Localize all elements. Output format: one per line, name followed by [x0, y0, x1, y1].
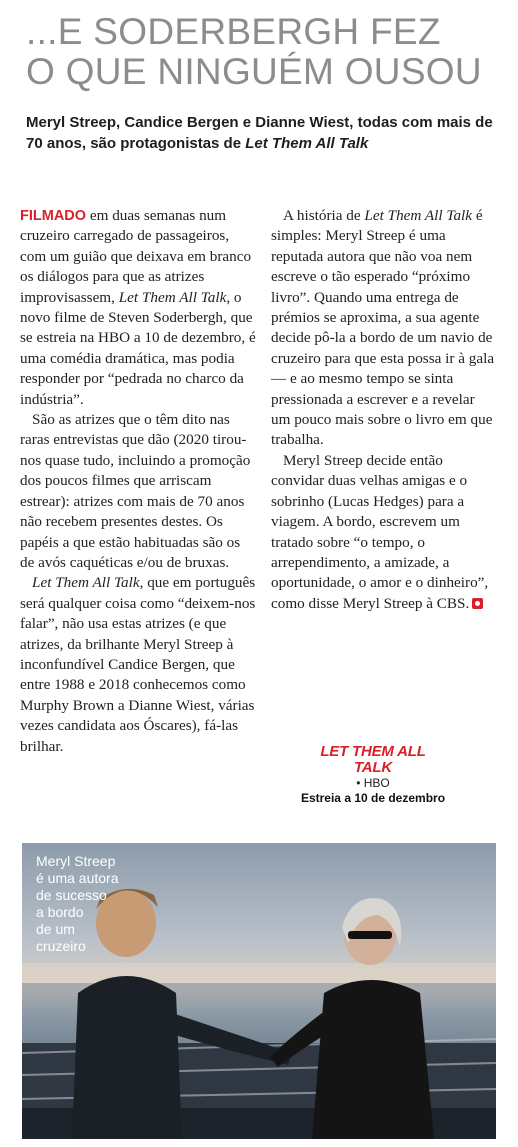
infobox-channel: • HBO	[356, 776, 390, 790]
infobox-title: LET THEM ALL TALK	[320, 743, 426, 776]
article-column-left	[20, 206, 256, 757]
headline	[26, 12, 506, 92]
article-paragraph-5: Meryl Streep decide então convidar duas velhas amigas e o sobrinho (Lucas Hedges) para a viagem. A bordo, escrevem um tratado sobre “o tempo, o arrependimento, a amizade, a oportunidade, o amor e o dinheiro”, como disse Meryl Streep à CBS.	[271, 451, 489, 612]
standfirst-text: Meryl Streep, Candice Bergen e Dianne Wiest, todas com mais de 70 anos, são protagonistas de	[26, 114, 493, 152]
article-column-right	[271, 206, 497, 614]
film-title: Let Them All Talk	[364, 207, 473, 224]
photo-caption: Meryl Streep é uma autora de sucesso a bordo de um cruzeiro	[36, 853, 119, 954]
lead-word: FILMADO	[20, 208, 87, 224]
standfirst-film-title: Let Them All Talk	[245, 135, 369, 152]
end-of-article-icon	[472, 598, 483, 609]
article-paragraph-4: A história de Let Them All Talk é simples: Meryl Streep é uma reputada autora que não voa nem escreve o tão esperado “próximo livro”. Quando uma entrega de prémios se aproxima, a sua agente decide pô-la a bordo de um navio de cruzeiro para que esta possa ir à gala — e ao mesmo tempo se sinta pressionada a escrever e a revelar um pouco mais sobre o livro em que trabalha.	[271, 207, 495, 449]
film-still-photo	[22, 843, 496, 1139]
film-title: Let Them All Talk	[32, 574, 140, 592]
film-infobox	[300, 744, 446, 806]
standfirst	[26, 112, 496, 154]
article-paragraph-1: FILMADO em duas semanas num cruzeiro carregado de passageiros, com um guião que deixava em branco os diálogos para que as atrizes improvisassem, Let Them All Talk, o novo filme de Steven Soderbergh, que se estreia na HBO a 10 de dezembro, é uma comédia dramática, mas podia responder por “pedrada no charco da indústria”.	[20, 207, 256, 408]
headline-line-1: ...E SODERBERGH FEZ	[26, 11, 441, 52]
article-paragraph-3: Let Them All Talk, que em português será qualquer coisa como “deixem-nos falar”, não usa estas atrizes (e que atrizes, da brilhante Meryl Streep à inconfundível Candice Bergen, que entre 1988 e 2018 conhecemos como Murphy Brown a Dianne Wiest, várias vezes candidata aos Óscares), fá-las brilhar.	[20, 574, 256, 755]
article-paragraph-2: São as atrizes que o têm dito nas raras entrevistas que dão (2020 tirou-nos quase tudo, incluindo a promoção dos poucos filmes que arriscam estrear): atrizes com mais de 70 anos não recebem presentes destes. Os papéis a que estão habituadas são os de avós caquéticas e/ou de bruxas.	[20, 411, 251, 571]
headline-line-2: O QUE NINGUÉM OUSOU	[26, 51, 482, 92]
infobox-release-date: Estreia a 10 de dezembro	[300, 791, 446, 805]
film-title: Let Them All Talk	[118, 288, 227, 306]
